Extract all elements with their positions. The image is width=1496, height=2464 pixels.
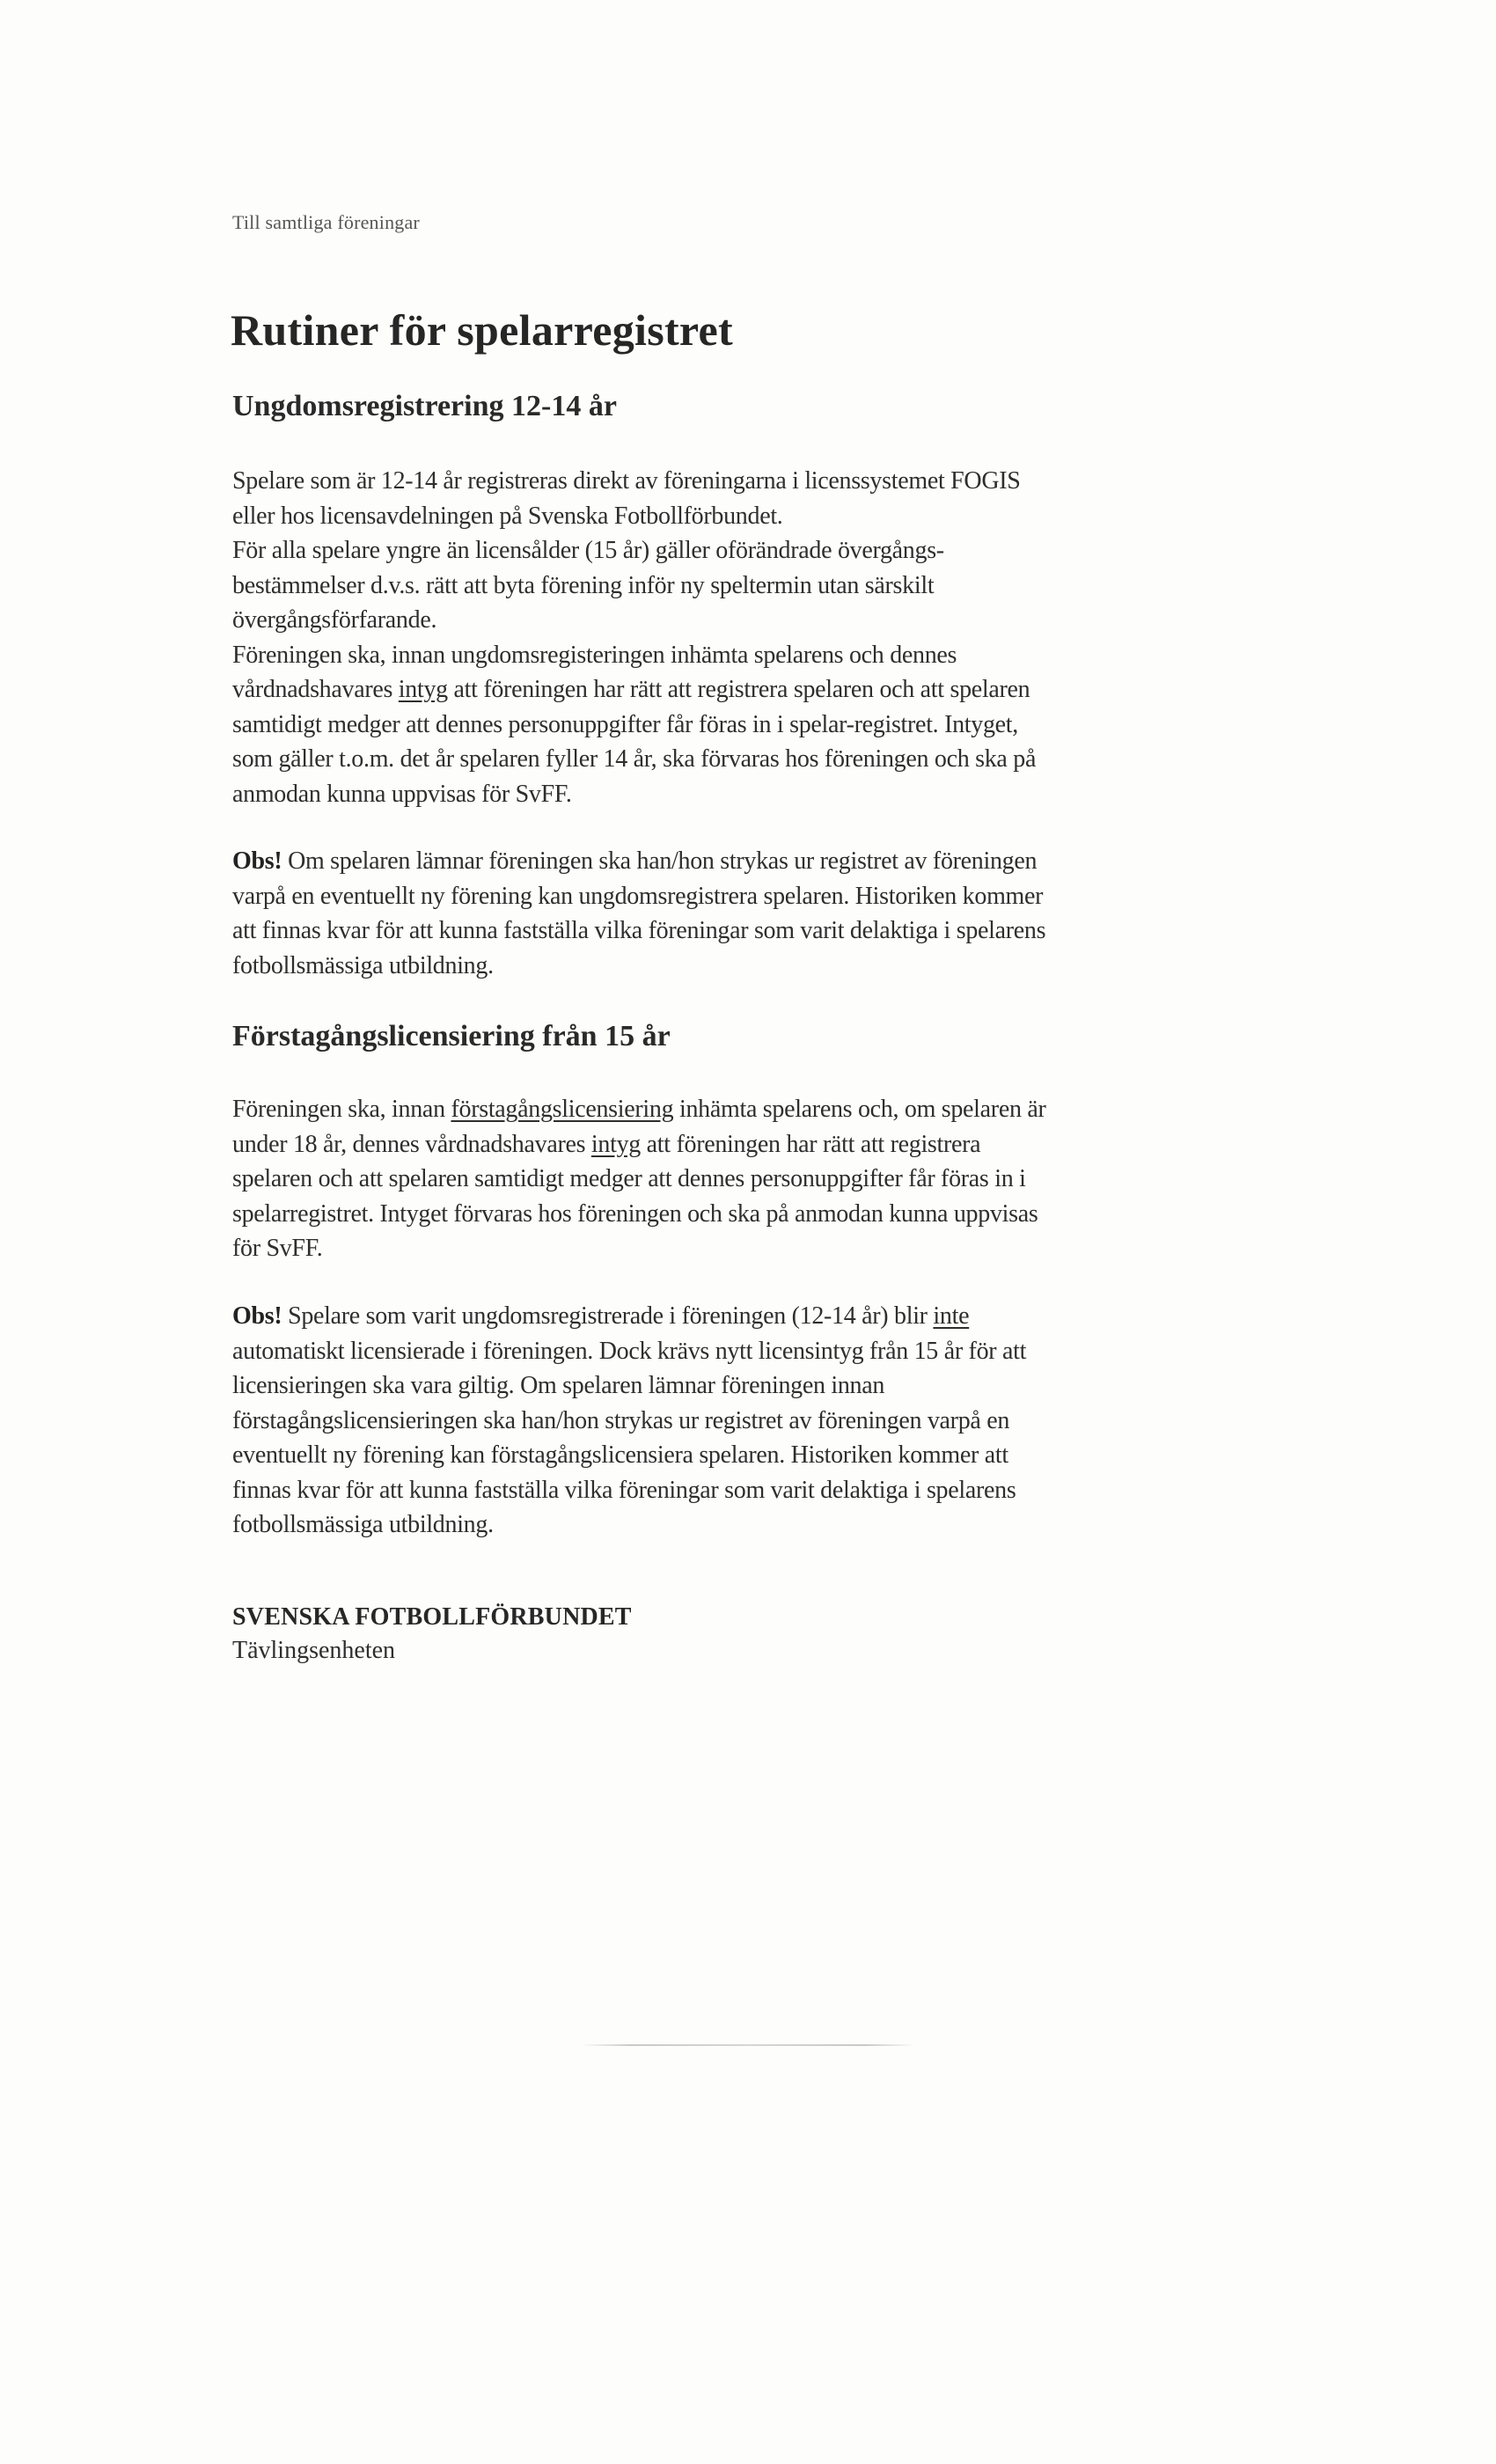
note-line: automatiskt licensierade i föreningen. Dock krävs nytt licensintyg från 15 år för att	[232, 1338, 1027, 1365]
body-line: spelarregistret. Intyget förvaras hos föreningen och ska på anmodan kunna uppvisas	[232, 1200, 1038, 1228]
note-line: att finnas kvar för att kunna fastställa vilka föreningar som varit delaktiga i spelarens	[232, 917, 1046, 944]
text: inhämta spelarens och, om spelaren är	[673, 1096, 1046, 1123]
text: att föreningen har rätt att registrera spelaren och att spelaren	[447, 676, 1030, 703]
text: Föreningen ska, innan	[232, 1096, 451, 1123]
note-line: licensieringen ska vara giltig. Om spelaren lämnar föreningen innan	[232, 1372, 885, 1399]
body-line: eller hos licensavdelningen på Svenska Fotbollförbundet.	[232, 502, 783, 530]
note-label: Obs!	[232, 1302, 282, 1330]
body-line: anmodan kunna uppvisas för SvFF.	[232, 781, 572, 808]
body-line: Spelare som är 12-14 år registreras direkt av föreningarna i licenssystemet FOGIS	[232, 467, 1021, 495]
note-line: förstagångslicensieringen ska han/hon strykas ur registret av föreningen varpå en	[232, 1407, 1010, 1434]
intyg-underlined: intyg	[398, 676, 448, 703]
text: Om spelaren lämnar föreningen ska han/hon strykas ur registret av föreningen	[282, 847, 1038, 875]
note-label: Obs!	[232, 847, 282, 875]
body-line	[232, 1131, 980, 1159]
note-line: fotbollsmässiga utbildning.	[232, 1511, 494, 1538]
note-line	[232, 847, 1037, 876]
text: vårdnadshavares	[232, 676, 399, 703]
inte-underlined: inte	[933, 1302, 970, 1330]
body-line	[232, 676, 1030, 704]
salutation: Till samtliga föreningar	[232, 211, 420, 233]
body-line: samtidigt medger att dennes personuppgifter får föras in i spelar-registret. Intyget,	[232, 711, 1018, 738]
section-heading-youth-registration: Ungdomsregistrering 12-14 år	[232, 390, 617, 422]
body-line: övergångsförfarande.	[232, 606, 437, 634]
body-line: spelaren och att spelaren samtidigt medger att dennes personuppgifter får föras in i	[232, 1165, 1026, 1192]
body-line	[232, 1096, 1046, 1124]
intyg-underlined: intyg	[590, 1131, 641, 1158]
text: att föreningen har rätt att registrera	[640, 1131, 981, 1158]
body-line: som gäller t.o.m. det år spelaren fyller 14 år, ska förvaras hos föreningen och ska på	[232, 745, 1037, 773]
note-line: fotbollsmässiga utbildning.	[232, 952, 494, 979]
document-title: Rutiner för spelarregistret	[231, 305, 733, 355]
section-heading-first-licensing: Förstagångslicensiering från 15 år	[232, 1020, 671, 1052]
scan-artifact-line	[581, 2044, 915, 2046]
body-line: Föreningen ska, innan ungdomsregisteringen inhämta spelarens och dennes	[232, 642, 957, 669]
signature-unit: Tävlingsenheten	[232, 1637, 396, 1664]
note-line: finnas kvar för att kunna fastställa vilka föreningar som varit delaktiga i spelarens	[232, 1477, 1016, 1504]
note-line	[232, 1302, 969, 1331]
forstagangslicensiering-underlined: förstagångslicensiering	[451, 1096, 674, 1123]
note-line: varpå en eventuellt ny förening kan ungdomsregistrera spelaren. Historiken kommer	[232, 883, 1044, 910]
signature-organization: SVENSKA FOTBOLLFÖRBUNDET	[232, 1603, 632, 1631]
text: Spelare som varit ungdomsregistrerade i föreningen (12-14 år) blir	[282, 1302, 934, 1330]
body-line: för SvFF.	[232, 1235, 323, 1262]
text: under 18 år, dennes vårdnadshavares	[232, 1131, 591, 1158]
body-line: För alla spelare yngre än licensålder (15 år) gäller oförändrade övergångs-	[232, 537, 944, 564]
body-line: bestämmelser d.v.s. rätt att byta förening inför ny speltermin utan särskilt	[232, 572, 935, 599]
note-line: eventuellt ny förening kan förstagångslicensiera spelaren. Historiken kommer att	[232, 1441, 1008, 1469]
